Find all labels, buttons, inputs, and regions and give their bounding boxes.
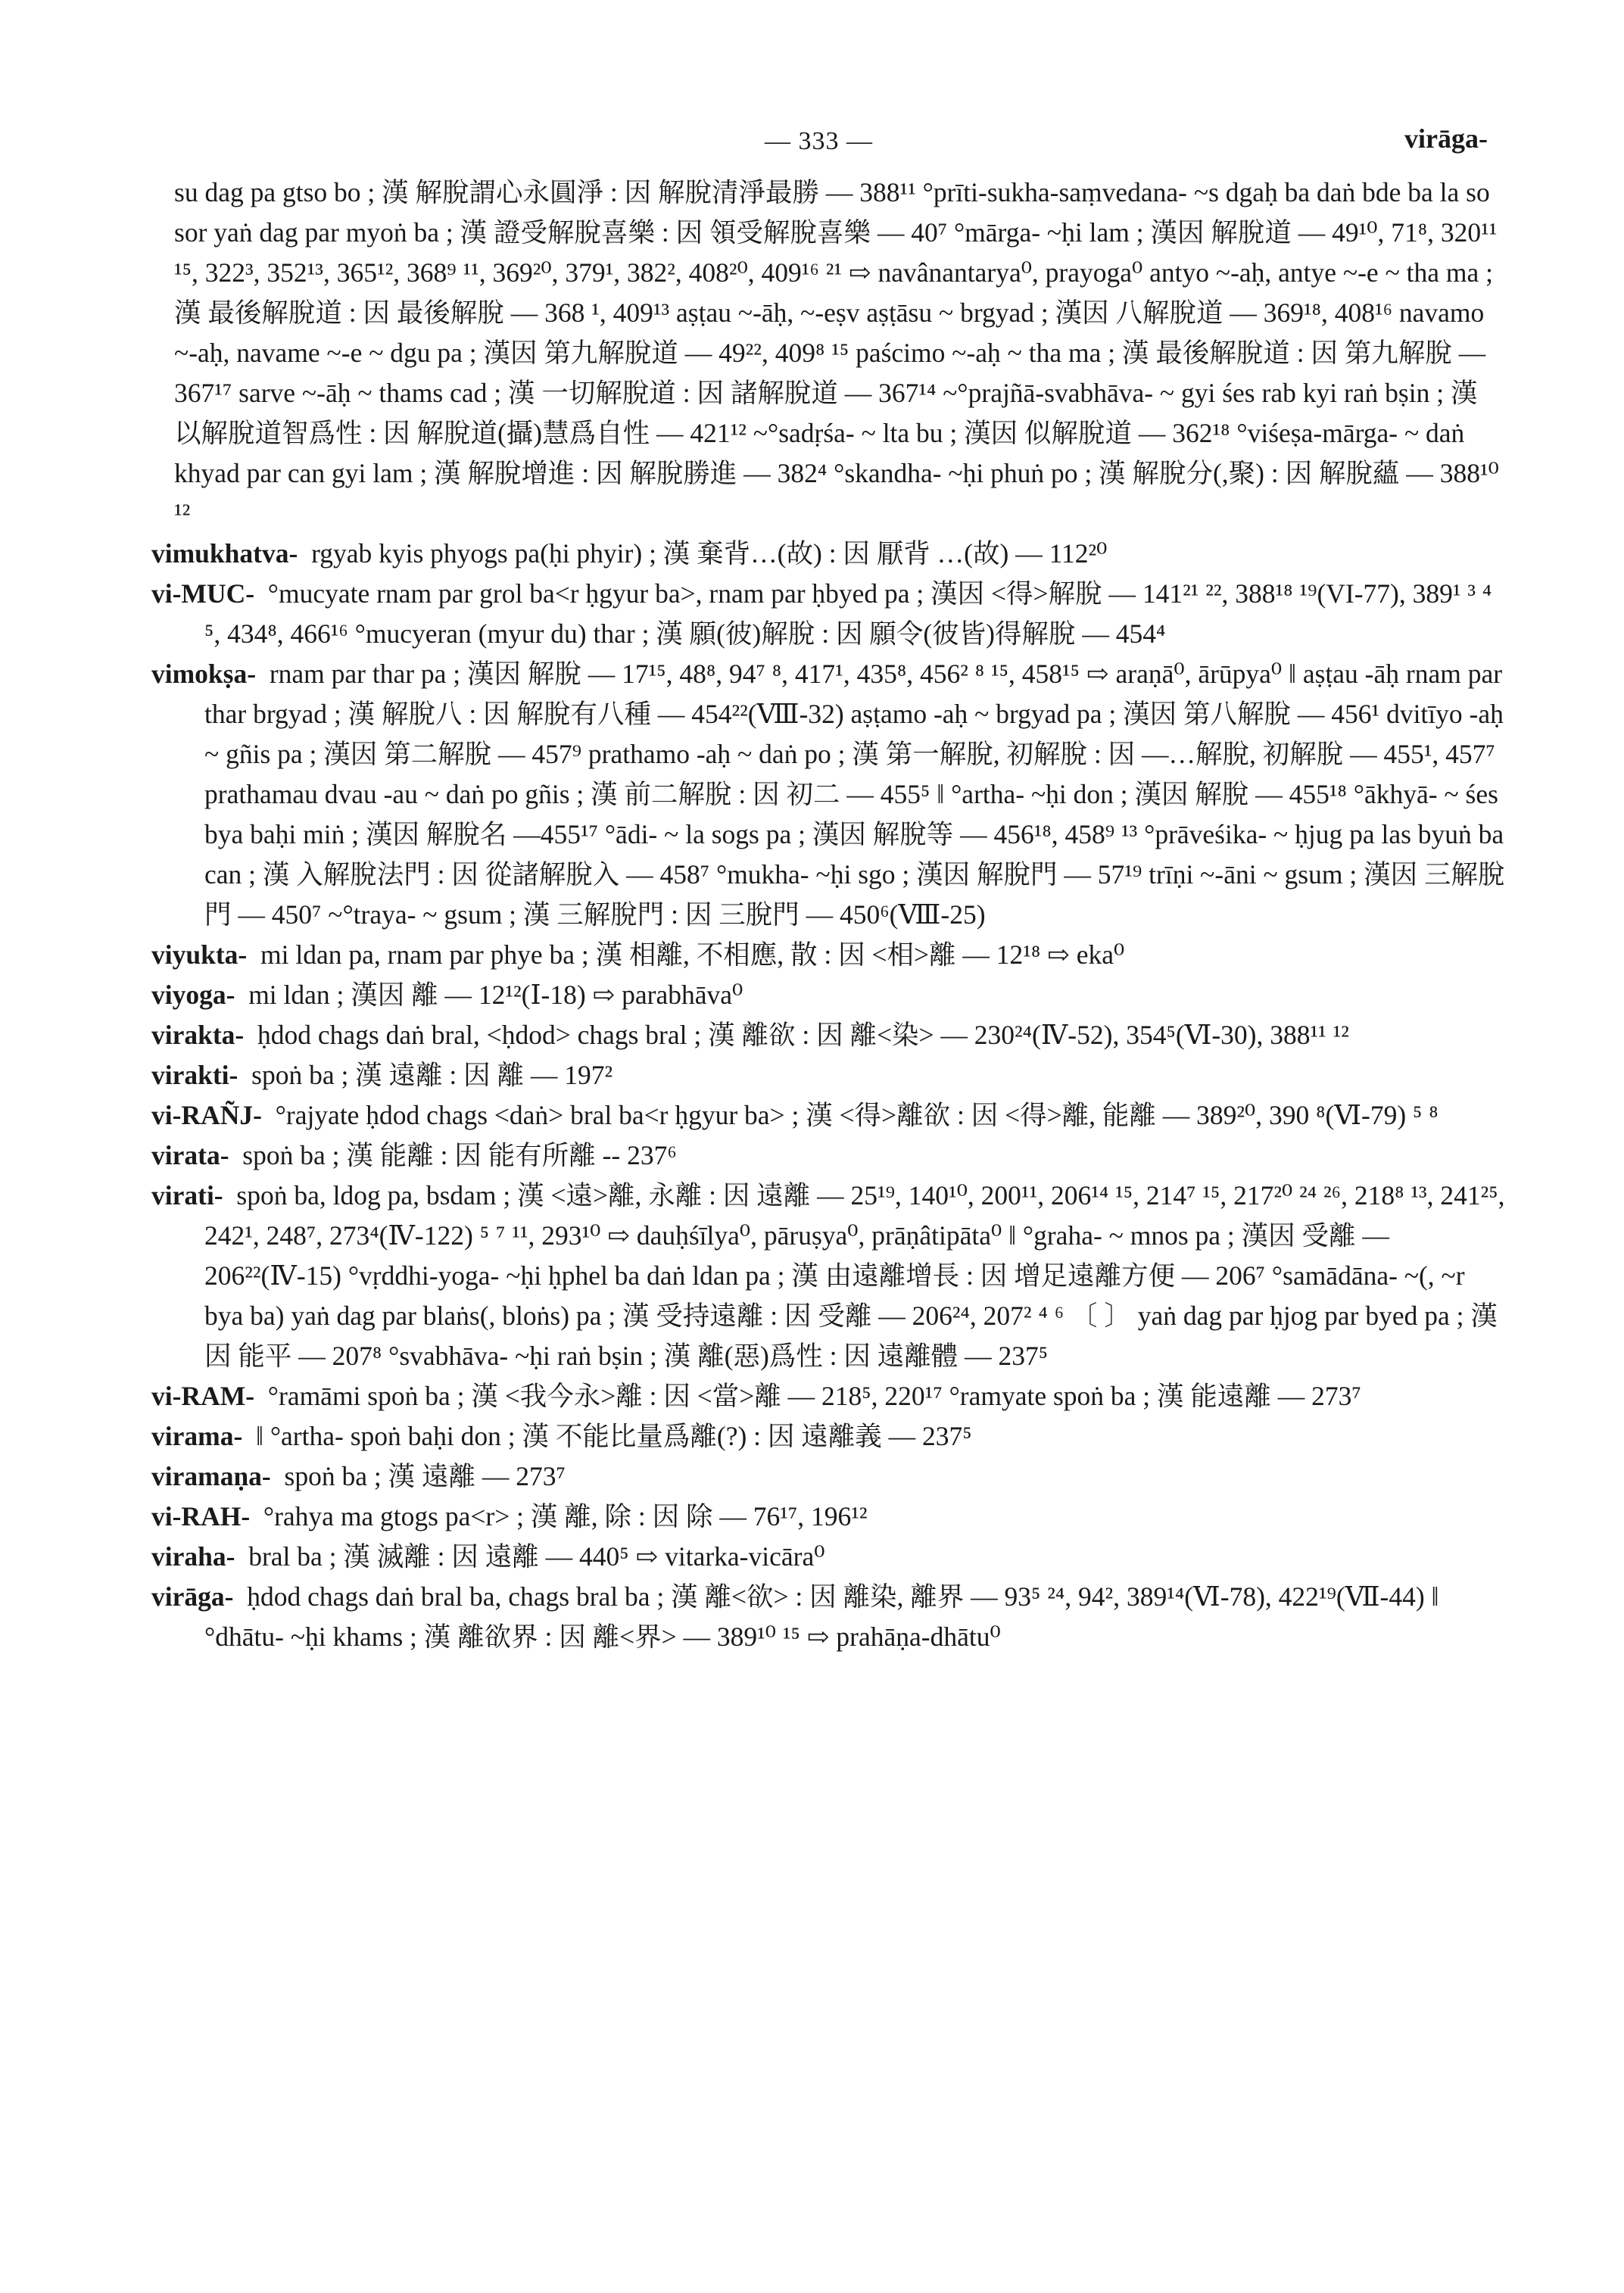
dictionary-entry (151, 1095, 1507, 1136)
dictionary-entry (151, 935, 1507, 975)
page-number: — 333 — (765, 127, 873, 155)
entry-body: ḥdod chags daṅ bral ba, chags bral ba ; 漢 離<欲> : 因 離染, 離界 — 93⁵ ²⁴, 94², 389¹⁴(Ⅵ-78), 422¹⁹(Ⅶ-44) ‖ °dhātu- ~ḥi khams ; 漢 離欲界 : 因 離<界> — 389¹⁰ ¹⁵ ⇨ prahāṇa-dhātu⁰ (204, 1581, 1439, 1652)
headword: viyoga- (151, 980, 235, 1010)
entry-body: spoṅ ba ; 漢 遠離 — 273⁷ (284, 1461, 566, 1491)
headword: vimokṣa- (151, 659, 257, 689)
headword: virakta- (151, 1020, 245, 1050)
headword: virata- (151, 1140, 229, 1170)
entry-body: ‖ °artha- spoṅ baḥi don ; 漢 不能比量爲離(?) : 因 遠離義 — 237⁵ (256, 1421, 972, 1451)
headword: vi-MUC- (151, 578, 255, 609)
entry-body: spoṅ ba, ldog pa, bsdam ; 漢 <遠>離, 永離 : 因 遠離 — 25¹⁹, 140¹⁰, 200¹¹, 206¹⁴ ¹⁵, 214⁷ ¹⁵, 217²⁰ ²⁴ ²⁶, 218⁸ ¹³, 241²⁵, 242¹, 248⁷, 273⁴(Ⅳ-122) ⁵ ⁷ ¹¹, 293¹⁰ ⇨ dauḥśīlya⁰, pāruṣya⁰, prāṇâtipāta⁰ ‖ °graha- ~ mnos pa ; 漢因 受離 — 206²²(Ⅳ-15) °vṛddhi-yoga- ~ḥi ḥphel ba daṅ ldan pa ; 漢 由遠離增長 : 因 增足遠離方便 — 206⁷ °samādāna- ~(, ~r bya ba) yaṅ dag par blaṅs(, bloṅs) pa ; 漢 受持遠離 : 因 受離 — 206²⁴, 207² ⁴ ⁶ 〔 〕 yaṅ dag par ḥjog par byed pa ; 漢因 能平 — 207⁸ °svabhāva- ~ḥi raṅ bṣin ; 漢 離(惡)爲性 : 因 遠離體 — 237⁵ (204, 1180, 1505, 1371)
dictionary-entry (151, 1055, 1507, 1095)
dictionary-entry (151, 1376, 1507, 1416)
headword: virama- (151, 1421, 243, 1451)
dictionary-entry (151, 1456, 1507, 1497)
entry-body: su dag pa gtso bo ; 漢 解脫謂心永圓淨 : 因 解脫清淨最勝 — 388¹¹ °prīti-sukha-saṃvedana- ~s dgaḥ ba daṅ bde ba la so sor yaṅ dag par myoṅ ba ; 漢 證受解脫喜樂 : 因 領受解脫喜樂 — 40⁷ °mārga- ~ḥi lam ; 漢因 解脫道 — 49¹⁰, 71⁸, 320¹¹ ¹⁵, 322³, 352¹³, 365¹², 368⁹ ¹¹, 369²⁰, 379¹, 382², 408²⁰, 409¹⁶ ²¹ ⇨ navânantarya⁰, prayoga⁰ antyo ~-aḥ, antye ~-e ~ tha ma ; 漢 最後解脫道 : 因 最後解脫 — 368 ¹, 409¹³ aṣṭau ~-āḥ, ~-eṣv aṣṭāsu ~ brgyad ; 漢因 八解脫道 — 369¹⁸, 408¹⁶ navamo ~-aḥ, navame ~-e ~ dgu pa ; 漢因 第九解脫道 — 49²², 409⁸ ¹⁵ paścimo ~-aḥ ~ tha ma ; 漢 最後解脫道 : 因 第九解脫 — 367¹⁷ sarve ~-āḥ ~ thams cad ; 漢 一切解脫道 : 因 諸解脫道 — 367¹⁴ ~°prajñā-svabhāva- ~ gyi śes rab kyi raṅ bṣin ; 漢 以解脫道智爲性 : 因 解脫道(攝)慧爲自性 — 421¹² ~°sadṛśa- ~ lta bu ; 漢因 似解脫道 — 362¹⁸ °viśeṣa-mārga- ~ daṅ khyad par can gyi lam ; 漢 解脫增進 : 因 解脫勝進 — 382⁴ °skandha- ~ḥi phuṅ po ; 漢 解脫分(,聚) : 因 解脫蘊 — 388¹⁰ ¹² (174, 177, 1499, 528)
headword: virati- (151, 1180, 223, 1210)
headword: viyukta- (151, 939, 248, 970)
headword: vi-RAH- (151, 1501, 251, 1531)
dictionary-entry (151, 1136, 1507, 1176)
entry-body: ḥdod chags daṅ bral, <ḥdod> chags bral ; 漢 離欲 : 因 離<染> — 230²⁴(Ⅳ-52), 354⁵(Ⅵ-30), 388¹¹ ¹² (257, 1020, 1349, 1050)
entry-body: rgyab kyis phyogs pa(ḥi phyir) ; 漢 棄背…(故) : 因 厭背 …(故) — 112²⁰ (311, 538, 1108, 569)
dictionary-entry (151, 1577, 1507, 1657)
dictionary-entry (151, 574, 1507, 654)
dictionary-entry (151, 1015, 1507, 1055)
headword: vi-RAM- (151, 1381, 255, 1411)
dictionary-entry (151, 1416, 1507, 1456)
dictionary-entry (151, 1537, 1507, 1577)
dictionary-entries (151, 173, 1507, 1657)
entry-body: °rajyate ḥdod chags <daṅ> bral ba<r ḥgyur ba> ; 漢 <得>離欲 : 因 <得>離, 能離 — 389²⁰, 390 ⁸(Ⅵ-79) ⁵ ⁸ (275, 1100, 1439, 1130)
entry-body: °mucyate rnam par grol ba<r ḥgyur ba>, rnam par ḥbyed pa ; 漢因 <得>解脫 — 141²¹ ²², 388¹⁸ ¹⁹(VI-77), 389¹ ³ ⁴ ⁵, 434⁸, 466¹⁶ °mucyeran (myur du) thar ; 漢 願(彼)解脫 : 因 願令(彼皆)得解脫 — 454⁴ (204, 578, 1492, 649)
dictionary-entry (151, 1176, 1507, 1376)
entry-body: mi ldan ; 漢因 離 — 12¹²(Ⅰ-18) ⇨ parabhāva⁰ (248, 980, 743, 1010)
entry-body: mi ldan pa, rnam par phye ba ; 漢 相離, 不相應, 散 : 因 <相>離 — 12¹⁸ ⇨ eka⁰ (260, 939, 1125, 970)
dictionary-entry (151, 1497, 1507, 1537)
headword: virakti- (151, 1060, 238, 1090)
headword: viramaṇa- (151, 1461, 271, 1491)
dictionary-entry (151, 654, 1507, 935)
dictionary-entry (151, 975, 1507, 1015)
entry-body: °rahya ma gtogs pa<r> ; 漢 離, 除 : 因 除 — 76¹⁷, 196¹² (263, 1501, 868, 1531)
entry-body: spoṅ ba ; 漢 遠離 : 因 離 — 197² (251, 1060, 613, 1090)
entry-body: °ramāmi spoṅ ba ; 漢 <我今永>離 : 因 <當>離 — 218⁵, 220¹⁷ °ramyate spoṅ ba ; 漢 能遠離 — 273⁷ (267, 1381, 1361, 1411)
headword: vimukhatva- (151, 538, 298, 569)
headword: vi-RAÑJ- (151, 1100, 262, 1130)
headword: virāga- (151, 1581, 234, 1612)
entry-body: rnam par thar pa ; 漢因 解脫 — 17¹⁵, 48⁸, 94⁷ ⁸, 417¹, 435⁸, 456² ⁸ ¹⁵, 458¹⁵ ⇨ araṇā⁰, ārūpya⁰ ‖ aṣṭau -āḥ rnam par thar brgyad ; 漢 解脫八 : 因 解脫有八種 — 454²²(Ⅷ-32) aṣṭamo -aḥ ~ brgyad pa ; 漢因 第八解脫 — 456¹ dvitīyo -aḥ ~ gñis pa ; 漢因 第二解脫 — 457⁹ prathamo -aḥ ~ daṅ po ; 漢 第一解脫, 初解脫 : 因 —…解脫, 初解脫 — 455¹, 457⁷ prathamau dvau -au ~ daṅ po gñis ; 漢 前二解脫 : 因 初二 — 455⁵ ‖ °artha- ~ḥi don ; 漢因 解脫 — 455¹⁸ °ākhyā- ~ śes bya baḥi miṅ ; 漢因 解脫名 —455¹⁷ °ādi- ~ la sogs pa ; 漢因 解脫等 — 456¹⁸, 458⁹ ¹³ °prāveśika- ~ ḥjug pa las byuṅ ba can ; 漢 入解脫法門 : 因 從諸解脫入 — 458⁷ °mukha- ~ḥi sgo ; 漢因 解脫門 — 57¹⁹ trīṇi ~-āni ~ gsum ; 漢因 三解脫門 — 450⁷ ~°traya- ~ gsum ; 漢 三解脫門 : 因 三脫門 — 450⁶(Ⅷ-25) (204, 659, 1505, 930)
page-header (0, 121, 1624, 167)
entry-body: spoṅ ba ; 漢 能離 : 因 能有所離 -- 237⁶ (242, 1140, 677, 1170)
entry-body: bral ba ; 漢 滅離 : 因 遠離 — 440⁵ ⇨ vitarka-vicāra⁰ (248, 1541, 825, 1572)
dictionary-entry (151, 534, 1507, 574)
entry-continuation (151, 173, 1507, 534)
running-head: virāga- (1404, 123, 1488, 154)
headword: viraha- (151, 1541, 235, 1572)
